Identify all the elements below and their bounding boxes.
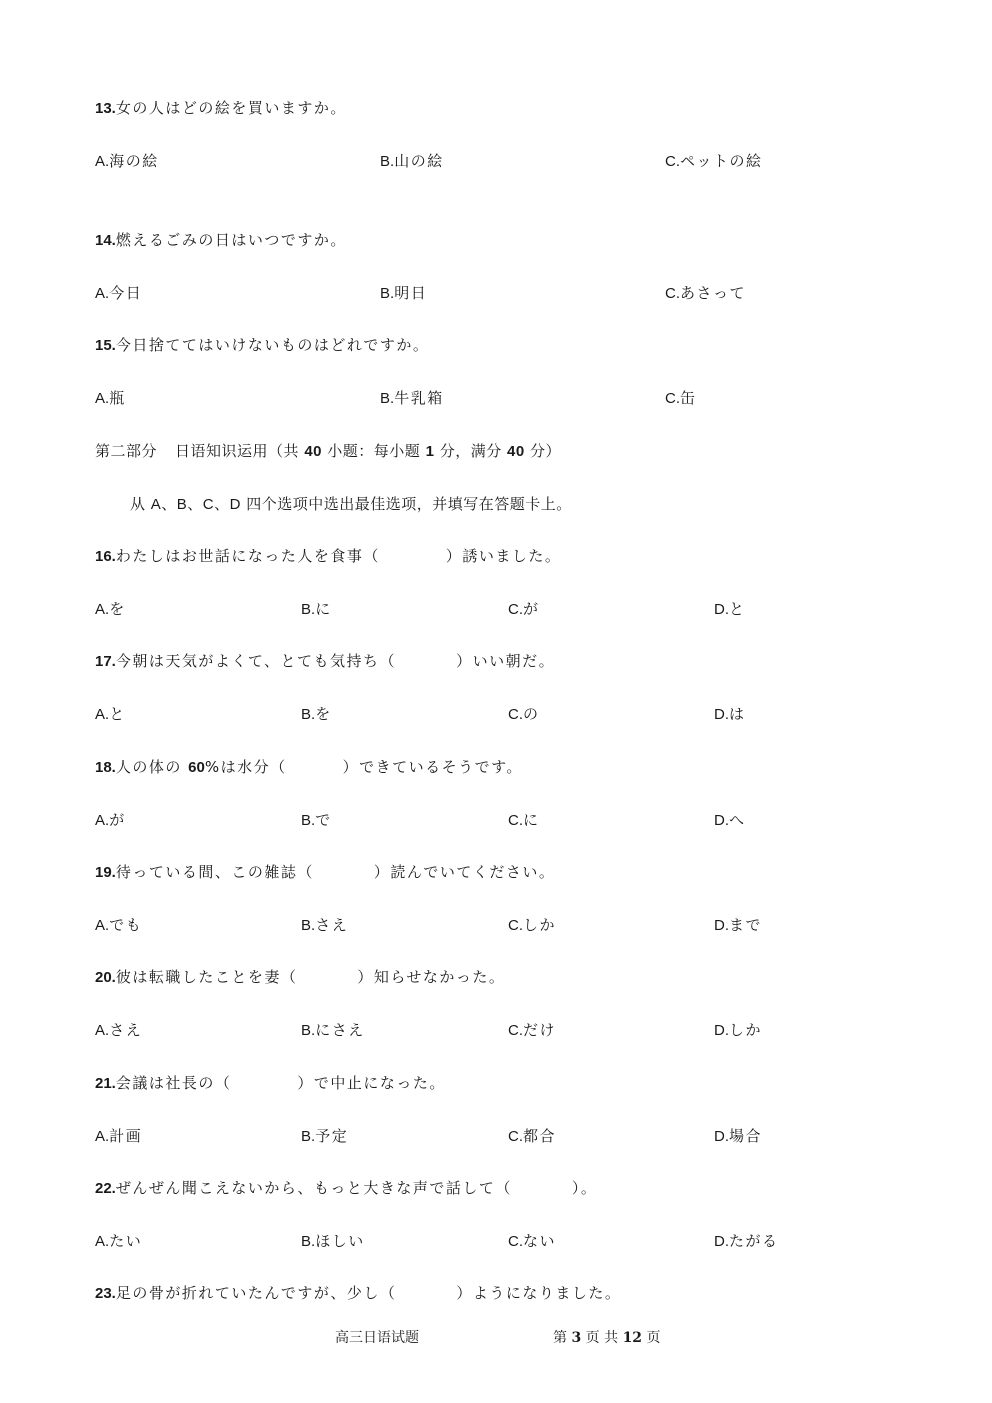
option-a[interactable]: A.たい bbox=[95, 1232, 143, 1250]
question-23: 23.足の骨が折れていたんですが、少し（ ）ようになりました。 bbox=[95, 1284, 622, 1302]
section-part: 第二部分 bbox=[95, 442, 158, 460]
question-15 bbox=[95, 334, 429, 355]
question-number: 17. bbox=[95, 653, 116, 670]
option-c[interactable]: C.に bbox=[508, 811, 540, 829]
option-d[interactable]: D.は bbox=[714, 705, 746, 723]
question-number: 23. bbox=[95, 1285, 116, 1302]
option-a[interactable]: A.さえ bbox=[95, 1021, 143, 1039]
option-b[interactable]: B.ほしい bbox=[301, 1232, 365, 1250]
option-c[interactable]: C.だけ bbox=[508, 1021, 557, 1039]
footer-subject: 高三日语试题 bbox=[335, 1330, 419, 1346]
option-b[interactable]: B.明日 bbox=[380, 284, 428, 302]
option-b[interactable]: B.山の絵 bbox=[380, 152, 444, 170]
option-b[interactable]: B.牛乳箱 bbox=[380, 389, 444, 407]
option-a[interactable]: A.でも bbox=[95, 916, 143, 934]
question-14 bbox=[95, 229, 347, 250]
option-b[interactable]: B.に bbox=[301, 600, 332, 618]
question-21: 21.会議は社長の（ ）で中止になった。 bbox=[95, 1074, 446, 1092]
option-b[interactable]: B.予定 bbox=[301, 1127, 349, 1145]
question-20: 20.彼は転職したことを妻（ ）知らせなかった。 bbox=[95, 968, 506, 986]
question-number: 21. bbox=[95, 1075, 116, 1092]
option-d[interactable]: D.たがる bbox=[714, 1232, 779, 1250]
question-number: 14. bbox=[95, 232, 116, 249]
question-number: 15. bbox=[95, 337, 116, 354]
option-a[interactable]: A.今日 bbox=[95, 284, 143, 302]
option-c[interactable]: C.缶 bbox=[665, 389, 697, 407]
option-a[interactable]: A.計画 bbox=[95, 1127, 143, 1145]
section-heading: 第二部分 日语知识运用（共 40 小题：每小题 1 分，满分 40 分） bbox=[95, 442, 561, 460]
option-b[interactable]: B.を bbox=[301, 705, 332, 723]
question-text: 今日捨ててはいけないものはどれですか。 bbox=[115, 336, 430, 354]
option-d[interactable]: D.へ bbox=[714, 811, 746, 829]
question-number: 13. bbox=[95, 100, 116, 117]
option-c[interactable]: C.都合 bbox=[508, 1127, 557, 1145]
question-18: 18.人の体の 60%は水分（ ）できているそうです。 bbox=[95, 758, 523, 776]
option-d[interactable]: D.しか bbox=[714, 1021, 763, 1039]
question-number: 19. bbox=[95, 864, 116, 881]
question-13 bbox=[95, 97, 347, 118]
option-d[interactable]: D.と bbox=[714, 600, 746, 618]
option-c[interactable]: C.ペットの絵 bbox=[665, 152, 763, 170]
section-instruction: 从 A、B、C、D 四个选项中选出最佳选项，并填写在答题卡上。 bbox=[130, 495, 572, 513]
question-number: 16. bbox=[95, 548, 116, 565]
option-c[interactable]: C.あさって bbox=[665, 284, 747, 302]
question-number: 18. bbox=[95, 759, 116, 776]
option-a[interactable]: A.と bbox=[95, 705, 126, 723]
option-a[interactable]: A.を bbox=[95, 600, 126, 618]
option-a[interactable]: A.海の絵 bbox=[95, 152, 159, 170]
option-b[interactable]: B.で bbox=[301, 811, 332, 829]
option-d[interactable]: D.まで bbox=[714, 916, 763, 934]
question-22: 22.ぜんぜん聞こえないから、もっと大きな声で話して（ ）。 bbox=[95, 1179, 598, 1197]
question-text: 燃えるごみの日はいつですか。 bbox=[115, 231, 347, 249]
option-c[interactable]: C.が bbox=[508, 600, 540, 618]
option-b[interactable]: B.にさえ bbox=[301, 1021, 365, 1039]
page-number: 第 3 页 共 12 页 bbox=[553, 1330, 661, 1346]
question-16: 16.わたしはお世話になった人を食事（ ）誘いました。 bbox=[95, 547, 562, 565]
option-c[interactable]: C.しか bbox=[508, 916, 557, 934]
question-19: 19.待っている間、この雑誌（ ）読んでいてください。 bbox=[95, 863, 556, 881]
option-a[interactable]: A.が bbox=[95, 811, 126, 829]
question-number: 20. bbox=[95, 969, 116, 986]
question-number: 22. bbox=[95, 1180, 116, 1197]
question-text: 女の人はどの絵を買いますか。 bbox=[115, 99, 347, 117]
option-c[interactable]: C.の bbox=[508, 705, 540, 723]
question-17: 17.今朝は天気がよくて、とても気持ち（ ）いい朝だ。 bbox=[95, 652, 556, 670]
option-a[interactable]: A.瓶 bbox=[95, 389, 126, 407]
option-b[interactable]: B.さえ bbox=[301, 916, 349, 934]
option-c[interactable]: C.ない bbox=[508, 1232, 557, 1250]
option-d[interactable]: D.場合 bbox=[714, 1127, 763, 1145]
